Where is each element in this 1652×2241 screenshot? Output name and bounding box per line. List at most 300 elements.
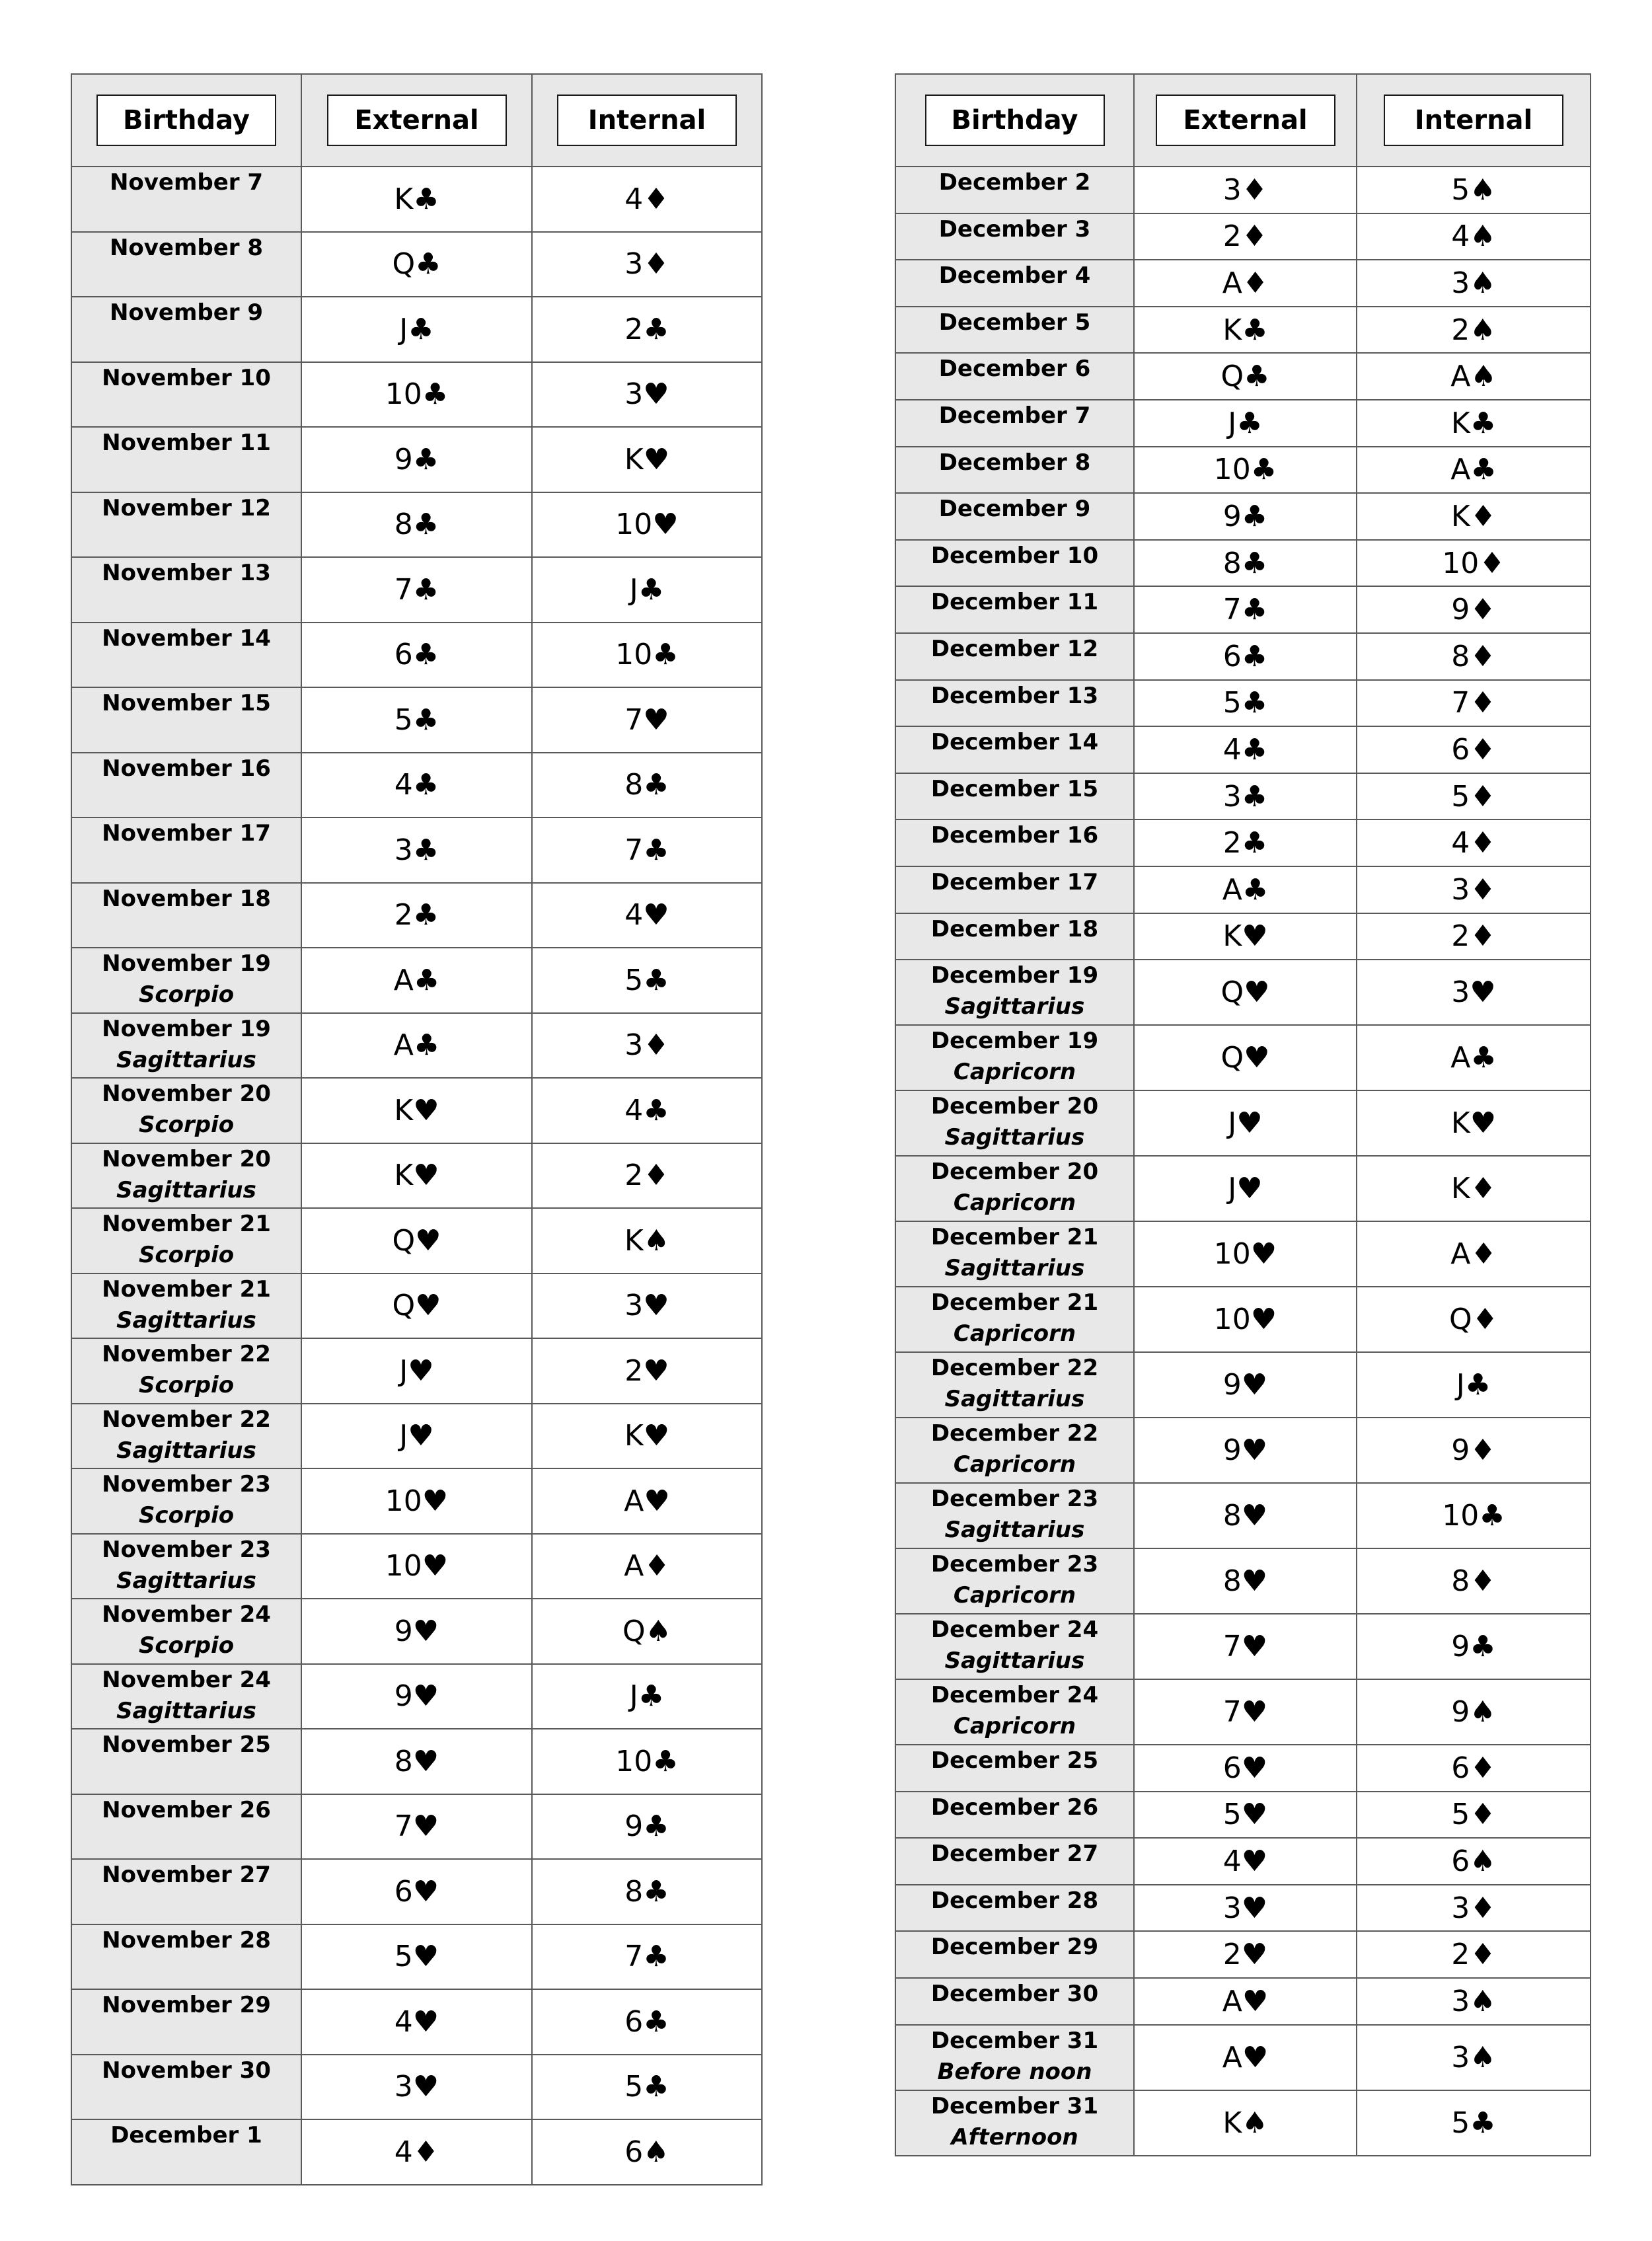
- birthday-cell: [895, 1025, 1134, 1090]
- birthday-date: November 20: [102, 1081, 271, 1107]
- external-card-cell: 9♥: [1134, 1352, 1357, 1418]
- external-card-cell: K♥: [301, 1078, 532, 1143]
- internal-card-cell: 7♣: [532, 1924, 762, 1990]
- birthday-sign: Sagittarius: [944, 1124, 1085, 1151]
- external-card-cell: J♥: [301, 1404, 532, 1469]
- birthday-cell: [71, 1989, 301, 2055]
- birthday-date: December 14: [930, 729, 1099, 756]
- internal-card-cell: 4♦: [1357, 819, 1591, 866]
- birthday-date: November 26: [102, 1796, 271, 1823]
- birthday-date: November 21: [102, 1211, 271, 1237]
- table-row: [71, 623, 762, 688]
- table-row: [71, 1924, 762, 1990]
- internal-card-cell: 7♥: [532, 687, 762, 753]
- header-external-label: External: [1156, 95, 1335, 146]
- birthday-cell: [895, 680, 1134, 727]
- external-card-cell: 8♥: [1134, 1483, 1357, 1548]
- table-row: [71, 1338, 762, 1404]
- birthday-date: November 23: [102, 1471, 271, 1498]
- internal-card-cell: K♥: [1357, 1090, 1591, 1156]
- external-card-cell: 10♥: [301, 1534, 532, 1599]
- birthday-cell: [895, 167, 1134, 213]
- table-row: [895, 866, 1591, 913]
- birthday-date: December 19: [930, 962, 1099, 989]
- birthday-sign: Scorpio: [138, 1632, 235, 1659]
- birthday-cell: [895, 1483, 1134, 1548]
- table-row: [895, 1156, 1591, 1221]
- table-row: [71, 427, 762, 492]
- birthday-cell: [895, 213, 1134, 260]
- table-row: [71, 1404, 762, 1469]
- external-card-cell: A♥: [1134, 2025, 1357, 2090]
- internal-card-cell: K♦: [1357, 493, 1591, 540]
- birthday-date: December 17: [930, 868, 1099, 895]
- internal-card-cell: 8♦: [1357, 1548, 1591, 1614]
- birthday-cell: [71, 1208, 301, 1273]
- birthday-card-table-left: [71, 73, 763, 2185]
- birthday-sign: Sagittarius: [116, 1697, 256, 1724]
- table-row: [895, 1978, 1591, 2025]
- table-row: [895, 1287, 1591, 1352]
- birthday-date: December 29: [930, 1934, 1099, 1961]
- birthday-cell: [71, 753, 301, 818]
- birthday-sign: Sagittarius: [944, 1517, 1085, 1544]
- birthday-date: November 24: [102, 1666, 271, 1693]
- birthday-date: December 13: [930, 682, 1099, 709]
- external-card-cell: Q♥: [1134, 1025, 1357, 1090]
- birthday-date: November 9: [109, 299, 264, 326]
- table-row: [895, 1931, 1591, 1978]
- external-card-cell: J♥: [1134, 1090, 1357, 1156]
- table-row: [895, 540, 1591, 587]
- external-card-cell: 3♣: [1134, 773, 1357, 820]
- birthday-date: November 30: [102, 2057, 271, 2084]
- birthday-date: November 25: [102, 1731, 271, 1758]
- birthday-date: December 28: [930, 1887, 1099, 1914]
- table-row: [895, 773, 1591, 820]
- internal-card-cell: Q♠: [532, 1599, 762, 1664]
- birthday-sign: Sagittarius: [116, 1046, 256, 1073]
- birthday-sign: Capricorn: [953, 1713, 1076, 1740]
- internal-card-cell: 5♦: [1357, 1792, 1591, 1839]
- birthday-date: November 20: [102, 1145, 271, 1172]
- internal-card-cell: 3♦: [1357, 1885, 1591, 1932]
- table-row: [71, 2055, 762, 2120]
- birthday-date: December 27: [930, 1841, 1099, 1868]
- table-row: [895, 960, 1591, 1025]
- birthday-date: November 13: [102, 560, 271, 586]
- internal-card-cell: A♣: [1357, 1025, 1591, 1090]
- birthday-sign: Sagittarius: [116, 1567, 256, 1594]
- table-row: [895, 1679, 1591, 1745]
- internal-card-cell: 3♥: [532, 362, 762, 428]
- birthday-cell: [895, 307, 1134, 354]
- external-card-cell: 7♣: [1134, 586, 1357, 633]
- internal-card-cell: 4♦: [532, 167, 762, 232]
- table-row: [71, 948, 762, 1013]
- birthday-date: December 25: [930, 1747, 1099, 1774]
- external-card-cell: 10♥: [1134, 1221, 1357, 1287]
- birthday-sign: Scorpio: [138, 1502, 235, 1529]
- table-row: [895, 260, 1591, 307]
- internal-card-cell: 3♠: [1357, 2025, 1591, 2090]
- internal-card-cell: 2♦: [1357, 913, 1591, 960]
- birthday-date: November 16: [102, 755, 271, 782]
- birthday-date: December 24: [930, 1616, 1099, 1644]
- birthday-sign: Capricorn: [953, 1320, 1076, 1348]
- birthday-sign: Sagittarius: [116, 1176, 256, 1203]
- birthday-cell: [71, 297, 301, 362]
- external-card-cell: 7♥: [301, 1794, 532, 1860]
- birthday-cell: [71, 1273, 301, 1339]
- internal-card-cell: 4♥: [532, 883, 762, 948]
- birthday-cell: [71, 1729, 301, 1794]
- table-row: [895, 1885, 1591, 1932]
- internal-card-cell: 7♣: [532, 817, 762, 883]
- header-external-label: External: [327, 95, 507, 146]
- internal-card-cell: A♥: [532, 1468, 762, 1534]
- table-row: [895, 1483, 1591, 1548]
- header-birthday-label: Birthday: [925, 95, 1105, 146]
- external-card-cell: 8♥: [1134, 1548, 1357, 1614]
- table-row: [71, 362, 762, 428]
- birthday-sign: Afternoon: [951, 2123, 1078, 2150]
- header-internal-label: Internal: [557, 95, 737, 146]
- birthday-cell: [895, 1885, 1134, 1932]
- birthday-sign: Sagittarius: [944, 1386, 1085, 1413]
- birthday-date: December 7: [938, 402, 1091, 429]
- birthday-cell: [895, 1156, 1134, 1221]
- header-cell-external: [1134, 74, 1357, 167]
- internal-card-cell: 3♥: [1357, 960, 1591, 1025]
- header-cell-birthday: [71, 74, 301, 167]
- external-card-cell: K♥: [301, 1143, 532, 1209]
- birthday-cell: [895, 447, 1134, 494]
- birthday-date: December 6: [938, 356, 1091, 383]
- external-card-cell: A♦: [1134, 260, 1357, 307]
- birthday-date: December 21: [930, 1224, 1099, 1251]
- external-card-cell: 8♣: [1134, 540, 1357, 587]
- birthday-cell: [895, 1838, 1134, 1885]
- table-row: [71, 753, 762, 818]
- header-birthday-label: Birthday: [96, 95, 276, 146]
- birthday-date: November 18: [102, 885, 271, 912]
- birthday-sign: Capricorn: [953, 1059, 1076, 1086]
- birthday-sign: Before noon: [937, 2058, 1092, 2085]
- birthday-cell: [71, 1468, 301, 1534]
- internal-card-cell: 4♠: [1357, 213, 1591, 260]
- birthday-date: November 27: [102, 1862, 271, 1888]
- birthday-cell: [895, 1418, 1134, 1483]
- table-row: [71, 492, 762, 558]
- external-card-cell: 9♥: [301, 1599, 532, 1664]
- birthday-cell: [71, 687, 301, 753]
- birthday-cell: [71, 1664, 301, 1729]
- birthday-cell: [71, 362, 301, 428]
- table-row: [71, 1273, 762, 1339]
- birthday-date: December 15: [930, 775, 1099, 802]
- birthday-sign: Sagittarius: [116, 1437, 256, 1464]
- external-card-cell: Q♣: [301, 232, 532, 297]
- birthday-date: November 7: [109, 169, 264, 196]
- external-card-cell: 5♥: [301, 1924, 532, 1990]
- birthday-cell: [895, 1745, 1134, 1792]
- birthday-cell: [71, 1013, 301, 1079]
- birthday-date: December 31: [930, 2092, 1099, 2119]
- table-row: [895, 1792, 1591, 1839]
- birthday-cell: [71, 948, 301, 1013]
- birthday-date: December 3: [938, 215, 1091, 243]
- internal-card-cell: 8♣: [532, 753, 762, 818]
- header-cell-internal: [532, 74, 762, 167]
- internal-card-cell: 5♠: [1357, 167, 1591, 213]
- internal-card-cell: Q♦: [1357, 1287, 1591, 1352]
- external-card-cell: 2♦: [1134, 213, 1357, 260]
- birthday-date: December 5: [938, 309, 1091, 336]
- table-row: [895, 1090, 1591, 1156]
- external-card-cell: 5♣: [301, 687, 532, 753]
- birthday-date: December 23: [930, 1486, 1099, 1513]
- external-card-cell: K♣: [1134, 307, 1357, 354]
- birthday-sign: Sagittarius: [944, 1648, 1085, 1675]
- table-header-row: [895, 74, 1591, 167]
- birthday-sign: Scorpio: [138, 1112, 235, 1138]
- table-row: [895, 680, 1591, 727]
- external-card-cell: 9♥: [301, 1664, 532, 1729]
- birthday-cell: [71, 1859, 301, 1924]
- internal-card-cell: 10♣: [532, 1729, 762, 1794]
- birthday-cell: [895, 866, 1134, 913]
- birthday-cell: [71, 1338, 301, 1404]
- birthday-cell: [71, 232, 301, 297]
- external-card-cell: A♣: [301, 948, 532, 1013]
- birthday-cell: [71, 1599, 301, 1664]
- birthday-date: December 1: [110, 2122, 262, 2148]
- internal-card-cell: 4♣: [532, 1078, 762, 1143]
- external-card-cell: 4♣: [1134, 726, 1357, 773]
- external-card-cell: A♣: [301, 1013, 532, 1079]
- birthday-date: December 22: [930, 1420, 1099, 1447]
- birthday-date: November 15: [102, 690, 271, 716]
- table-row: [895, 1745, 1591, 1792]
- external-card-cell: 10♣: [1134, 447, 1357, 494]
- birthday-cell: [71, 817, 301, 883]
- birthday-cell: [895, 400, 1134, 447]
- external-card-cell: K♠: [1134, 2090, 1357, 2156]
- table-body-right: [895, 167, 1591, 2156]
- external-card-cell: J♣: [1134, 400, 1357, 447]
- birthday-date: November 11: [102, 430, 271, 456]
- birthday-date: November 28: [102, 1926, 271, 1954]
- birthday-date: November 8: [109, 234, 264, 261]
- internal-card-cell: 2♦: [1357, 1931, 1591, 1978]
- external-card-cell: A♣: [1134, 866, 1357, 913]
- internal-card-cell: 5♦: [1357, 773, 1591, 820]
- internal-card-cell: 9♠: [1357, 1679, 1591, 1745]
- table-row: [895, 1548, 1591, 1614]
- external-card-cell: 9♣: [301, 427, 532, 492]
- external-card-cell: J♣: [301, 297, 532, 362]
- internal-card-cell: K♣: [1357, 400, 1591, 447]
- external-card-cell: 8♥: [301, 1729, 532, 1794]
- table-row: [895, 913, 1591, 960]
- birthday-cell: [895, 353, 1134, 400]
- birthday-date: November 14: [102, 625, 271, 652]
- birthday-date: December 23: [930, 1551, 1099, 1578]
- header-internal-label: Internal: [1384, 95, 1563, 146]
- external-card-cell: K♥: [1134, 913, 1357, 960]
- table-row: [71, 167, 762, 232]
- birthday-date: November 12: [102, 494, 271, 521]
- birthday-date: December 9: [938, 496, 1091, 523]
- birthday-cell: [895, 1931, 1134, 1978]
- table-row: [895, 2025, 1591, 2090]
- birthday-cell: [71, 167, 301, 232]
- table-row: [895, 1221, 1591, 1287]
- birthday-sign: Sagittarius: [116, 1307, 256, 1334]
- external-card-cell: 4♣: [301, 753, 532, 818]
- birthday-date: December 19: [930, 1028, 1099, 1055]
- birthday-date: December 4: [938, 262, 1091, 289]
- table-row: [895, 1352, 1591, 1418]
- internal-card-cell: J♣: [532, 1664, 762, 1729]
- birthday-cell: [895, 1090, 1134, 1156]
- table-row: [895, 1418, 1591, 1483]
- external-card-cell: 7♥: [1134, 1614, 1357, 1679]
- birthday-cell: [895, 586, 1134, 633]
- external-card-cell: Q♣: [1134, 353, 1357, 400]
- external-card-cell: Q♥: [1134, 960, 1357, 1025]
- birthday-cell: [895, 1221, 1134, 1287]
- birthday-date: December 11: [930, 589, 1099, 616]
- table-row: [895, 2090, 1591, 2156]
- table-body-left: [71, 167, 762, 2185]
- internal-card-cell: 6♦: [1357, 1745, 1591, 1792]
- external-card-cell: 3♦: [1134, 167, 1357, 213]
- table-row: [71, 557, 762, 623]
- birthday-cell: [71, 1534, 301, 1599]
- birthday-cell: [895, 1679, 1134, 1745]
- internal-card-cell: 3♠: [1357, 1978, 1591, 2025]
- table-row: [71, 1013, 762, 1079]
- birthday-date: November 19: [102, 950, 271, 977]
- external-card-cell: 7♣: [301, 557, 532, 623]
- internal-card-cell: 8♣: [532, 1859, 762, 1924]
- birthday-cell: [71, 2055, 301, 2120]
- birthday-cell: [71, 883, 301, 948]
- external-card-cell: Q♥: [301, 1273, 532, 1339]
- internal-card-cell: K♠: [532, 1208, 762, 1273]
- table-row: [895, 1838, 1591, 1885]
- internal-card-cell: 3♦: [532, 232, 762, 297]
- birthday-sign: Scorpio: [138, 1242, 235, 1268]
- internal-card-cell: K♥: [532, 427, 762, 492]
- birthday-date: December 8: [938, 449, 1091, 476]
- birthday-date: December 18: [930, 915, 1099, 942]
- birthday-date: November 22: [102, 1406, 271, 1433]
- birthday-cell: [895, 540, 1134, 587]
- birthday-cell: [71, 1404, 301, 1469]
- internal-card-cell: K♥: [532, 1404, 762, 1469]
- birthday-cell: [895, 2025, 1134, 2090]
- birthday-date: November 21: [102, 1275, 271, 1303]
- birthday-cell: [895, 260, 1134, 307]
- birthday-cell: [895, 1614, 1134, 1679]
- birthday-cell: [71, 1143, 301, 1209]
- table-row: [895, 307, 1591, 354]
- table-header-row: [71, 74, 762, 167]
- internal-card-cell: 6♦: [1357, 726, 1591, 773]
- internal-card-cell: 5♣: [532, 2055, 762, 2120]
- birthday-date: November 17: [102, 820, 271, 847]
- internal-card-cell: 9♦: [1357, 586, 1591, 633]
- table-row: [71, 1859, 762, 1924]
- birthday-date: November 29: [102, 1992, 271, 2018]
- internal-card-cell: 6♠: [532, 2119, 762, 2185]
- table-row: [895, 167, 1591, 213]
- external-card-cell: 4♦: [301, 2119, 532, 2185]
- birthday-cell: [71, 1794, 301, 1860]
- internal-card-cell: A♦: [532, 1534, 762, 1599]
- table-row: [71, 1208, 762, 1273]
- birthday-cell: [71, 427, 301, 492]
- internal-card-cell: 2♥: [532, 1338, 762, 1404]
- birthday-card-table-right: [895, 73, 1591, 2156]
- header-cell-external: [301, 74, 532, 167]
- header-cell-birthday: [895, 74, 1134, 167]
- internal-card-cell: A♠: [1357, 353, 1591, 400]
- table-row: [895, 493, 1591, 540]
- table-row: [71, 687, 762, 753]
- table-row: [71, 232, 762, 297]
- external-card-cell: 4♥: [301, 1989, 532, 2055]
- external-card-cell: K♣: [301, 167, 532, 232]
- external-card-cell: 3♥: [1134, 1885, 1357, 1932]
- table-row: [71, 1143, 762, 1209]
- birthday-date: November 23: [102, 1536, 271, 1563]
- external-card-cell: 8♣: [301, 492, 532, 558]
- table-row: [895, 353, 1591, 400]
- external-card-cell: 2♥: [1134, 1931, 1357, 1978]
- internal-card-cell: J♣: [1357, 1352, 1591, 1418]
- birthday-cell: [71, 557, 301, 623]
- birthday-cell: [71, 623, 301, 688]
- external-card-cell: 6♣: [1134, 633, 1357, 680]
- table-row: [71, 1078, 762, 1143]
- internal-card-cell: 2♣: [532, 297, 762, 362]
- internal-card-cell: 9♣: [1357, 1614, 1591, 1679]
- external-card-cell: Q♥: [301, 1208, 532, 1273]
- table-row: [895, 633, 1591, 680]
- external-card-cell: 7♥: [1134, 1679, 1357, 1745]
- internal-card-cell: 7♦: [1357, 680, 1591, 727]
- internal-card-cell: A♦: [1357, 1221, 1591, 1287]
- header-cell-internal: [1357, 74, 1591, 167]
- table-row: [71, 883, 762, 948]
- external-card-cell: 6♣: [301, 623, 532, 688]
- external-card-cell: A♥: [1134, 1978, 1357, 2025]
- birthday-date: December 22: [930, 1355, 1099, 1382]
- birthday-cell: [895, 773, 1134, 820]
- external-card-cell: J♥: [301, 1338, 532, 1404]
- birthday-sign: Capricorn: [953, 1582, 1076, 1609]
- table-row: [895, 400, 1591, 447]
- table-row: [895, 447, 1591, 494]
- birthday-date: November 24: [102, 1601, 271, 1628]
- birthday-cell: [895, 1792, 1134, 1839]
- internal-card-cell: 10♥: [532, 492, 762, 558]
- table-row: [895, 1025, 1591, 1090]
